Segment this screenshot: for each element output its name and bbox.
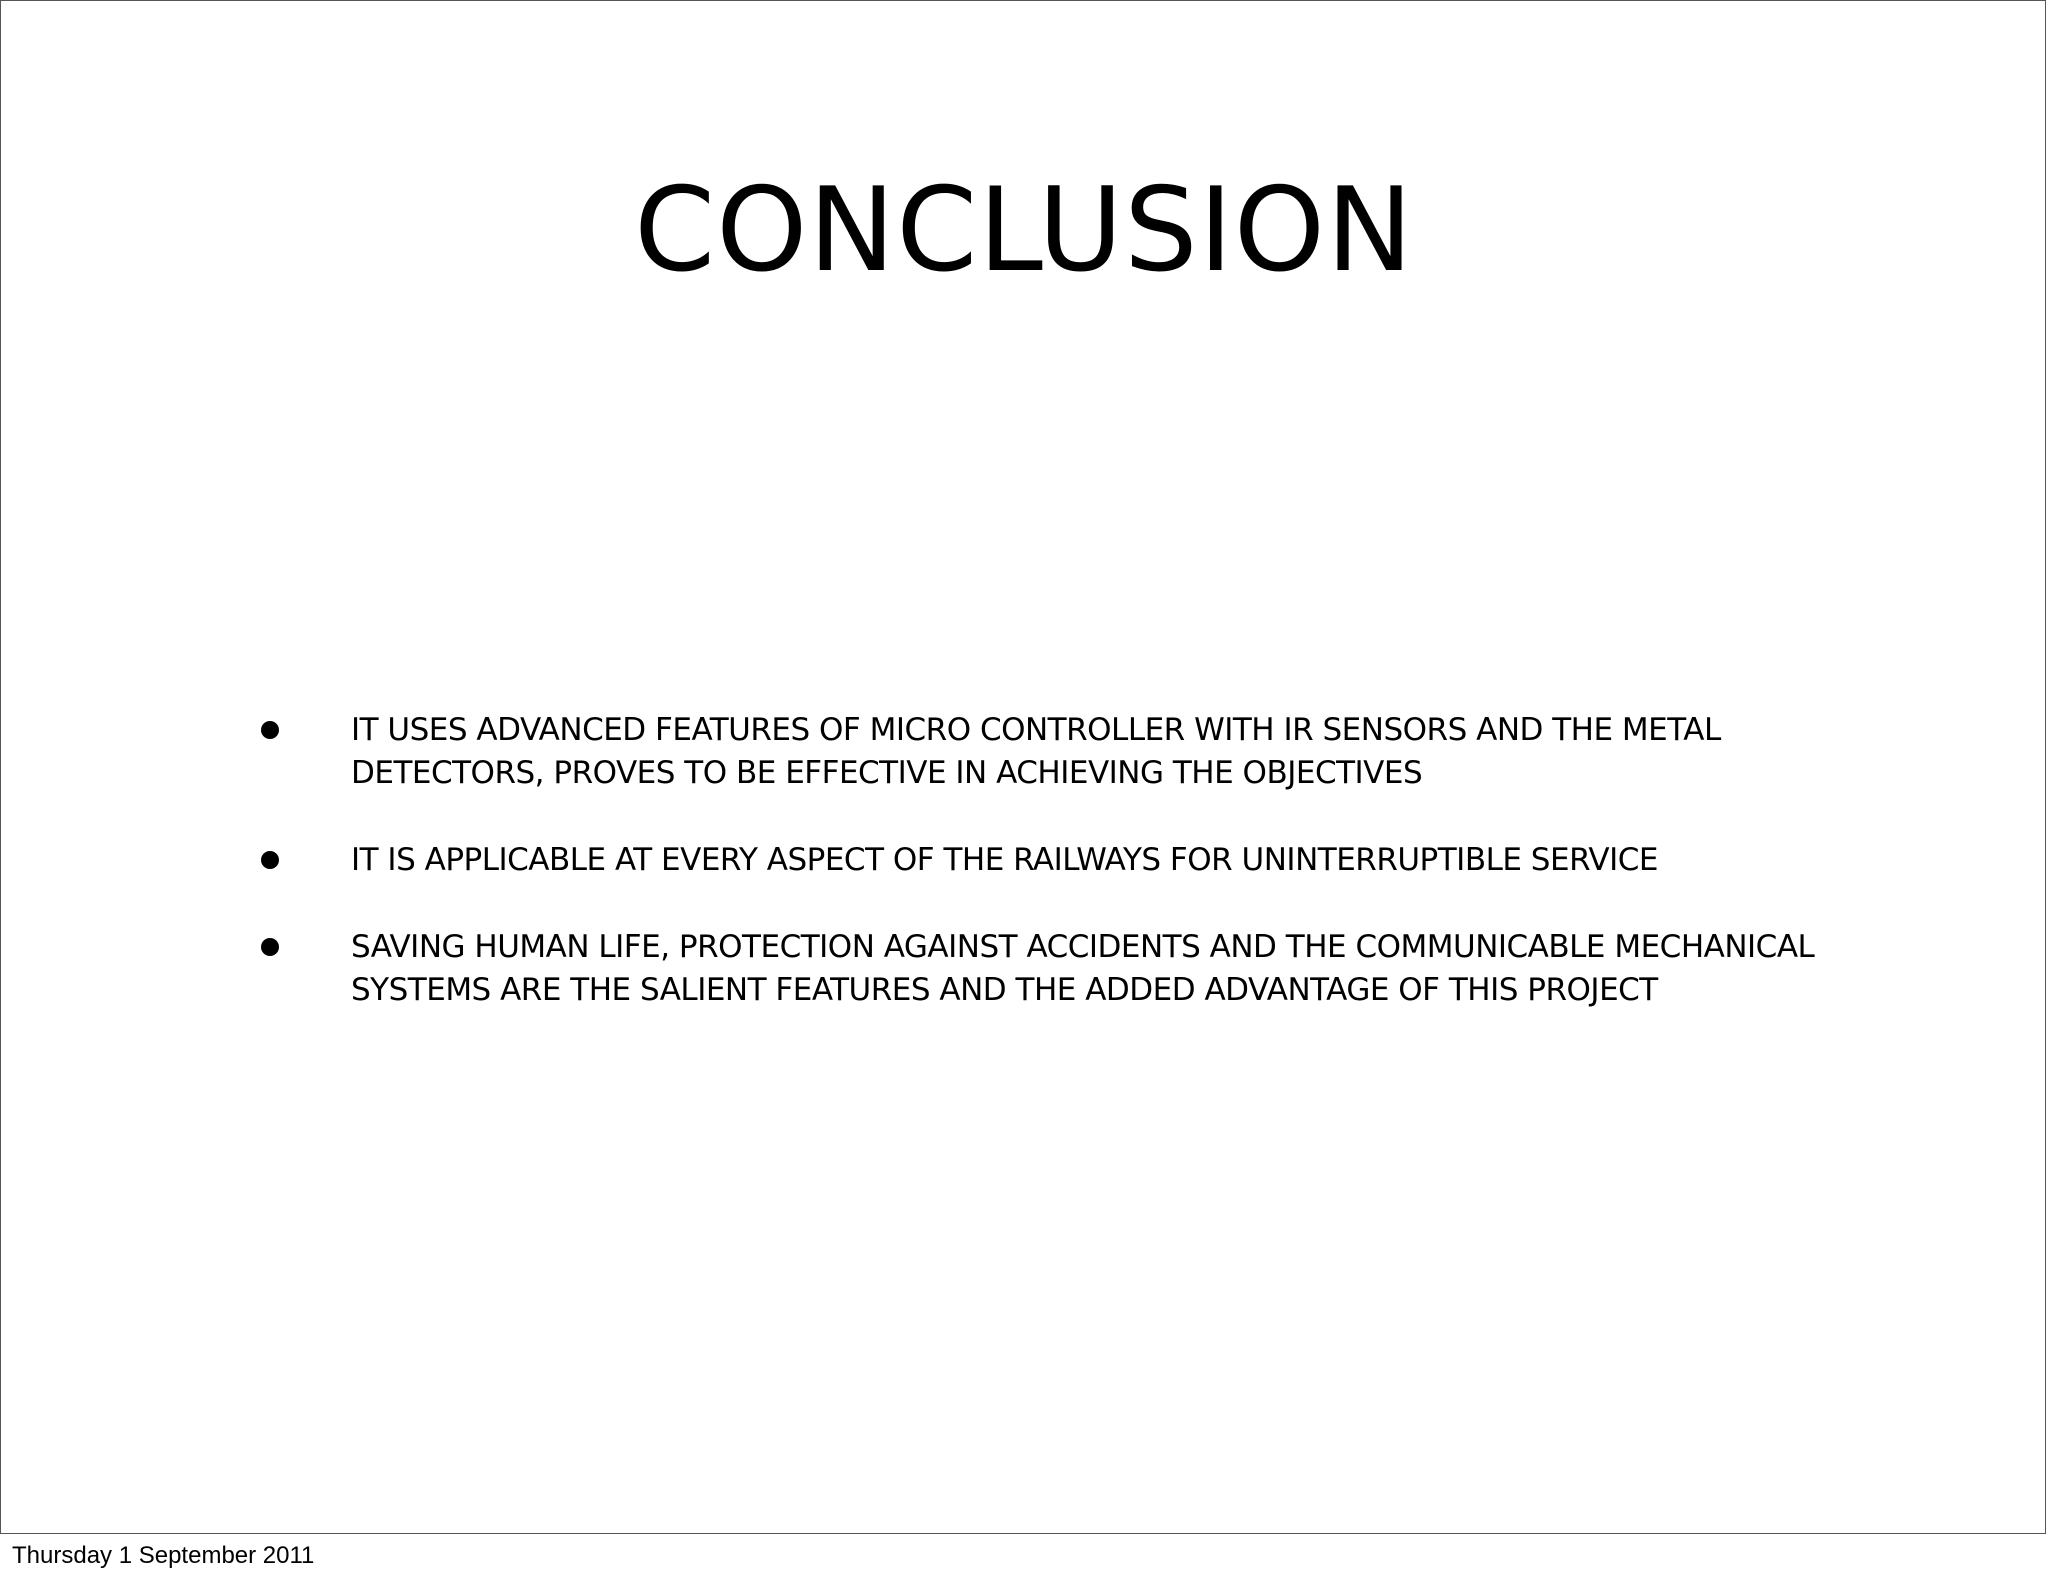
bullet-icon (261, 938, 279, 956)
bullet-text: IT USES ADVANCED FEATURES OF MICRO CONTROLLER WITH IR SENSORS AND THE METAL DETECTORS, PROVES TO BE EFFECTIVE IN ACHIEVING THE OBJECTIVES (351, 712, 1721, 791)
bullet-item (261, 839, 1821, 882)
bullet-list (261, 709, 1821, 1056)
bullet-icon (261, 851, 279, 869)
footer-date: Thursday 1 September 2011 (12, 1542, 315, 1569)
bullet-item (261, 926, 1821, 1012)
bullet-text: SAVING HUMAN LIFE, PROTECTION AGAINST ACCIDENTS AND THE COMMUNICABLE MECHANICAL SYSTEMS ARE THE SALIENT FEATURES AND THE ADDED ADVANTAGE OF THIS PROJECT (351, 929, 1815, 1008)
bullet-icon (261, 721, 279, 739)
bullet-text: IT IS APPLICABLE AT EVERY ASPECT OF THE RAILWAYS FOR UNINTERRUPTIBLE SERVICE (351, 842, 1658, 878)
slide-title: CONCLUSION (634, 163, 1414, 298)
bullet-item (261, 709, 1821, 795)
